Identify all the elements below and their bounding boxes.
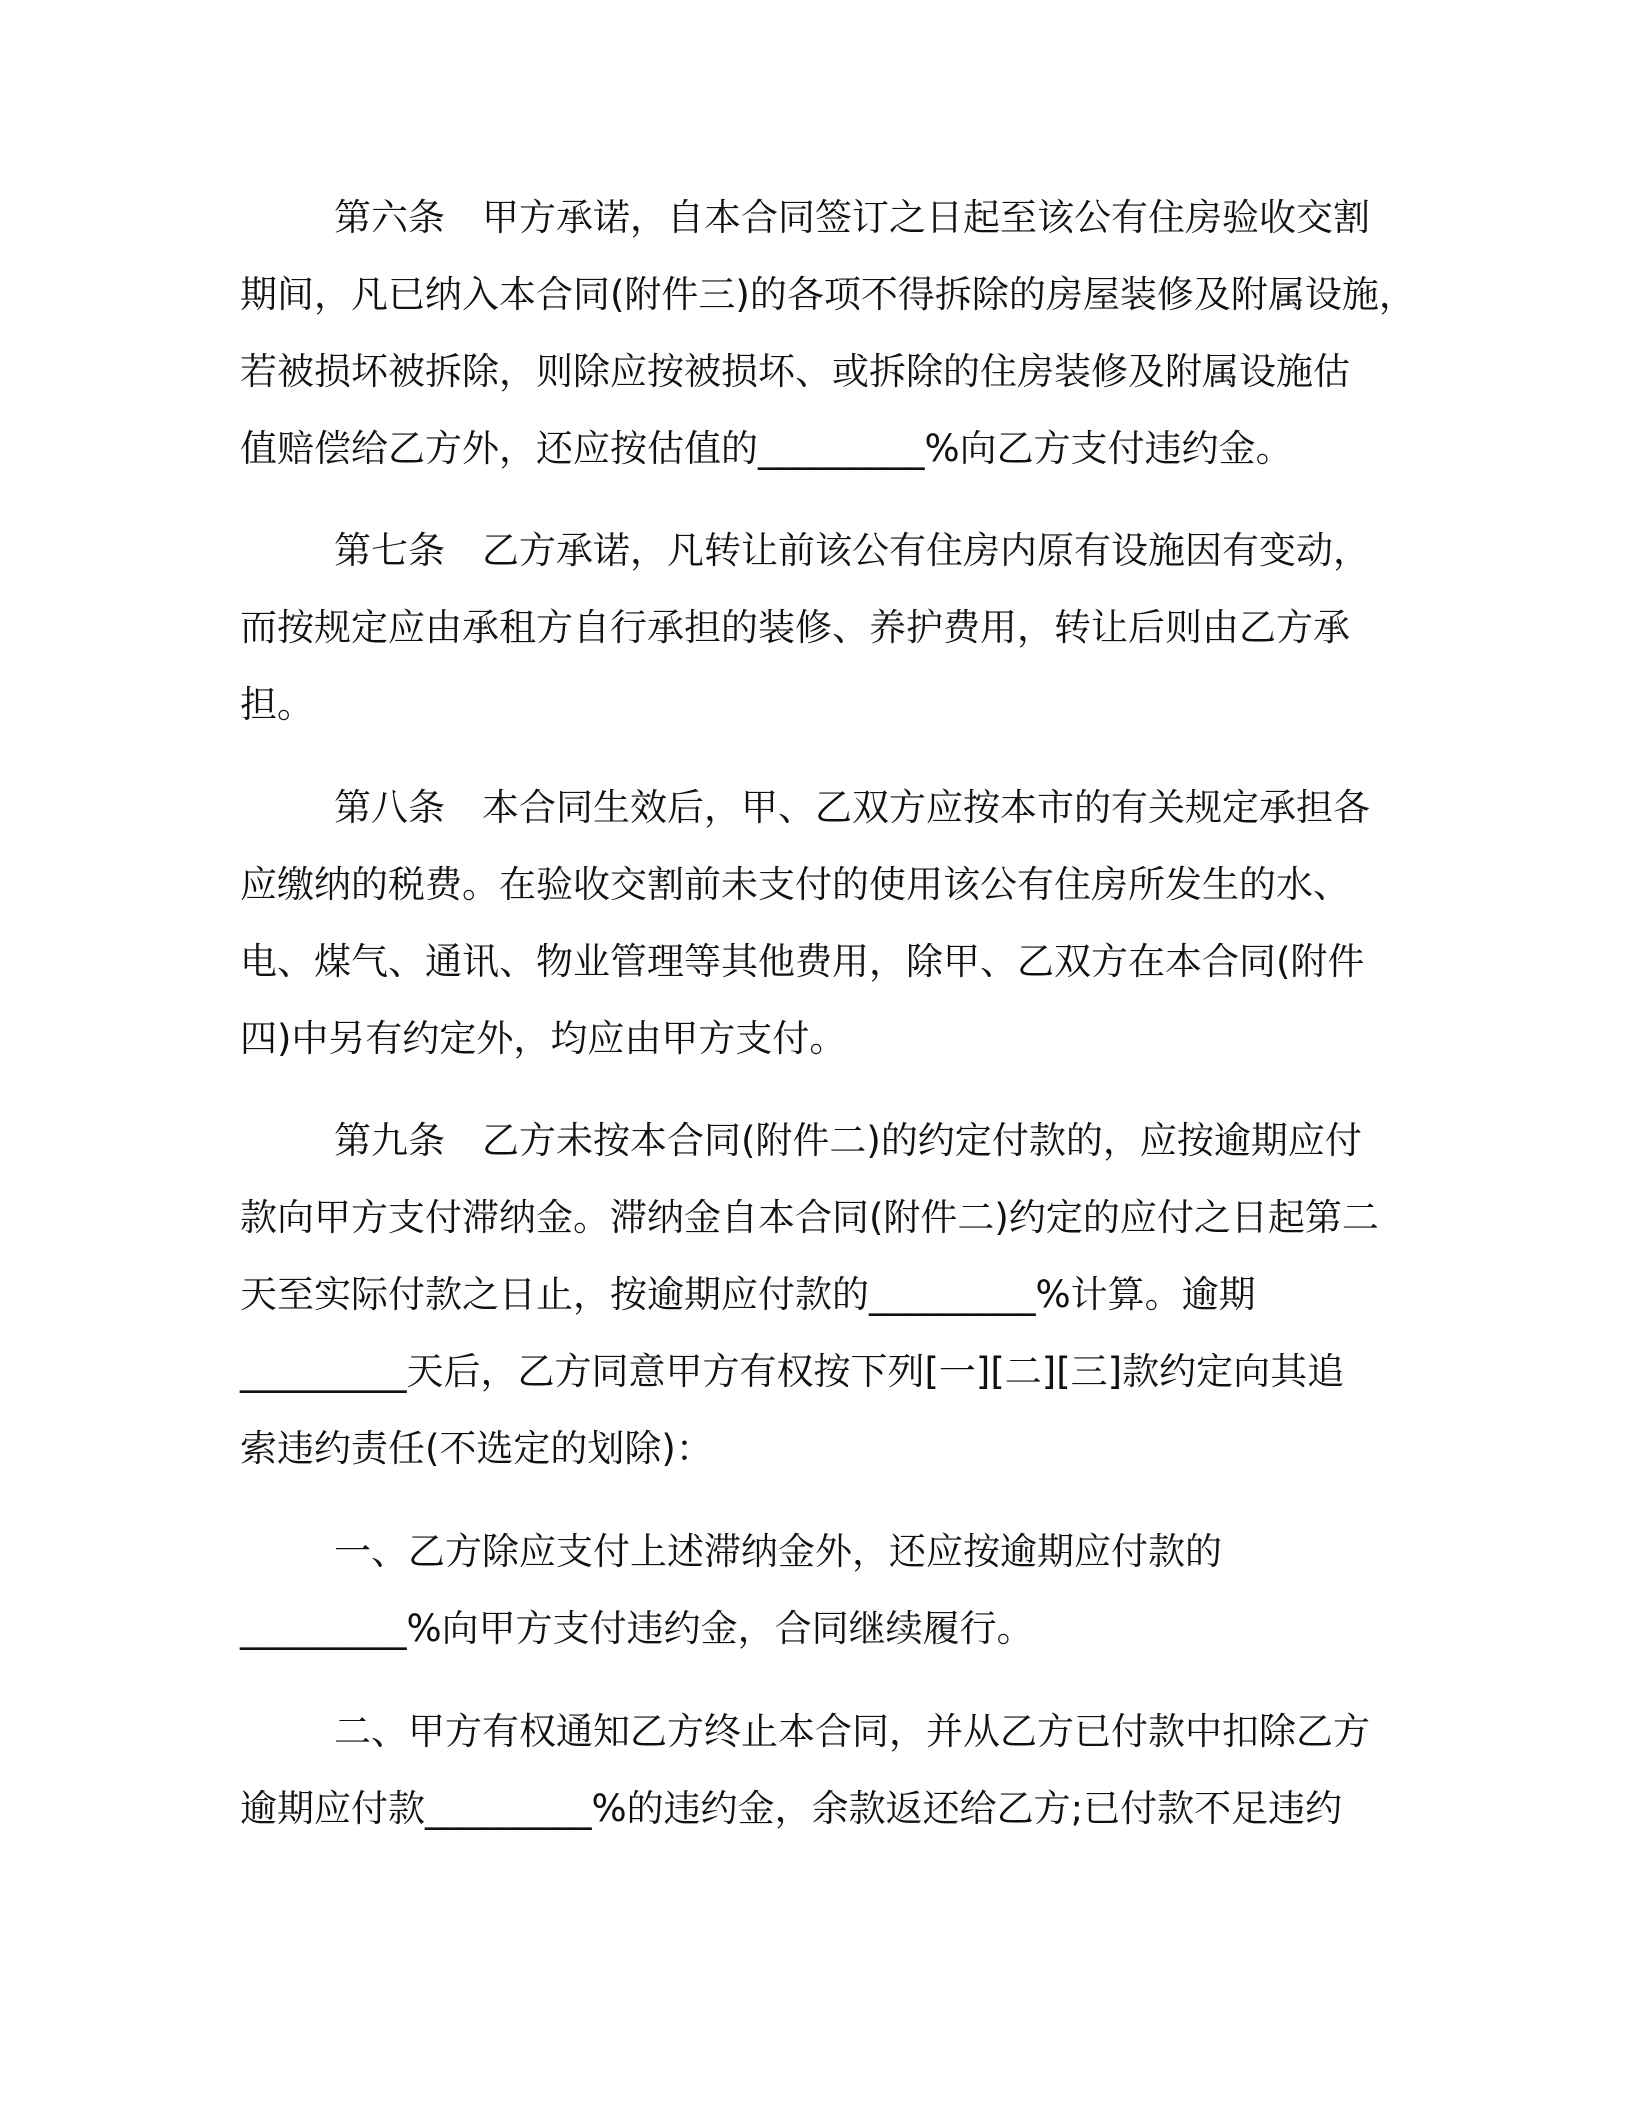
article-9-line-1: 第九条 乙方未按本合同(附件二)的约定付款的，应按逾期应付: [334, 1119, 1362, 1162]
article-8-line-3: 电、煤气、通讯、物业管理等其他费用，除甲、乙双方在本合同(附件: [240, 940, 1365, 983]
article-8-line-1: 第八条 本合同生效后，甲、乙双方应按本市的有关规定承担各: [334, 786, 1370, 829]
article-6-line-4: 值赔偿给乙方外，还应按估值的_________%向乙方支付违约金。: [240, 427, 1293, 470]
article-6-line-1: 第六条 甲方承诺，自本合同签订之日起至该公有住房验收交割: [334, 196, 1370, 239]
article-9-line-5: 索违约责任(不选定的划除)：: [240, 1427, 713, 1470]
article-7-line-2: 而按规定应由承租方自行承担的装修、养护费用，转让后则由乙方承: [240, 606, 1350, 649]
article-9-line-2: 款向甲方支付滞纳金。滞纳金自本合同(附件二)约定的应付之日起第二: [240, 1196, 1379, 1239]
article-6-line-2: 期间，凡已纳入本合同(附件三)的各项不得拆除的房屋装修及附属设施，: [240, 273, 1416, 316]
article-9-line-3: 天至实际付款之日止，按逾期应付款的_________%计算。逾期: [240, 1273, 1256, 1316]
article-8-line-2: 应缴纳的税费。在验收交割前未支付的使用该公有住房所发生的水、: [240, 863, 1350, 906]
clause-2-line-2: 逾期应付款_________%的违约金，余款返还给乙方;已付款不足违约: [240, 1787, 1343, 1830]
article-9-line-4: _________天后，乙方同意甲方有权按下列[一][二][三]款约定向其追: [240, 1350, 1345, 1393]
clause-2-line-1: 二、甲方有权通知乙方终止本合同，并从乙方已付款中扣除乙方: [334, 1710, 1370, 1753]
article-8-line-4: 四)中另有约定外，均应由甲方支付。: [240, 1017, 847, 1060]
article-6-line-3: 若被损坏被拆除，则除应按被损坏、或拆除的住房装修及附属设施估: [240, 350, 1350, 393]
article-7-line-3: 担。: [240, 683, 314, 726]
article-7-line-1: 第七条 乙方承诺，凡转让前该公有住房内原有设施因有变动，: [334, 529, 1370, 572]
clause-1-line-2: _________%向甲方支付违约金，合同继续履行。: [240, 1607, 1034, 1650]
clause-1-line-1: 一、乙方除应支付上述滞纳金外，还应按逾期应付款的: [334, 1530, 1222, 1573]
